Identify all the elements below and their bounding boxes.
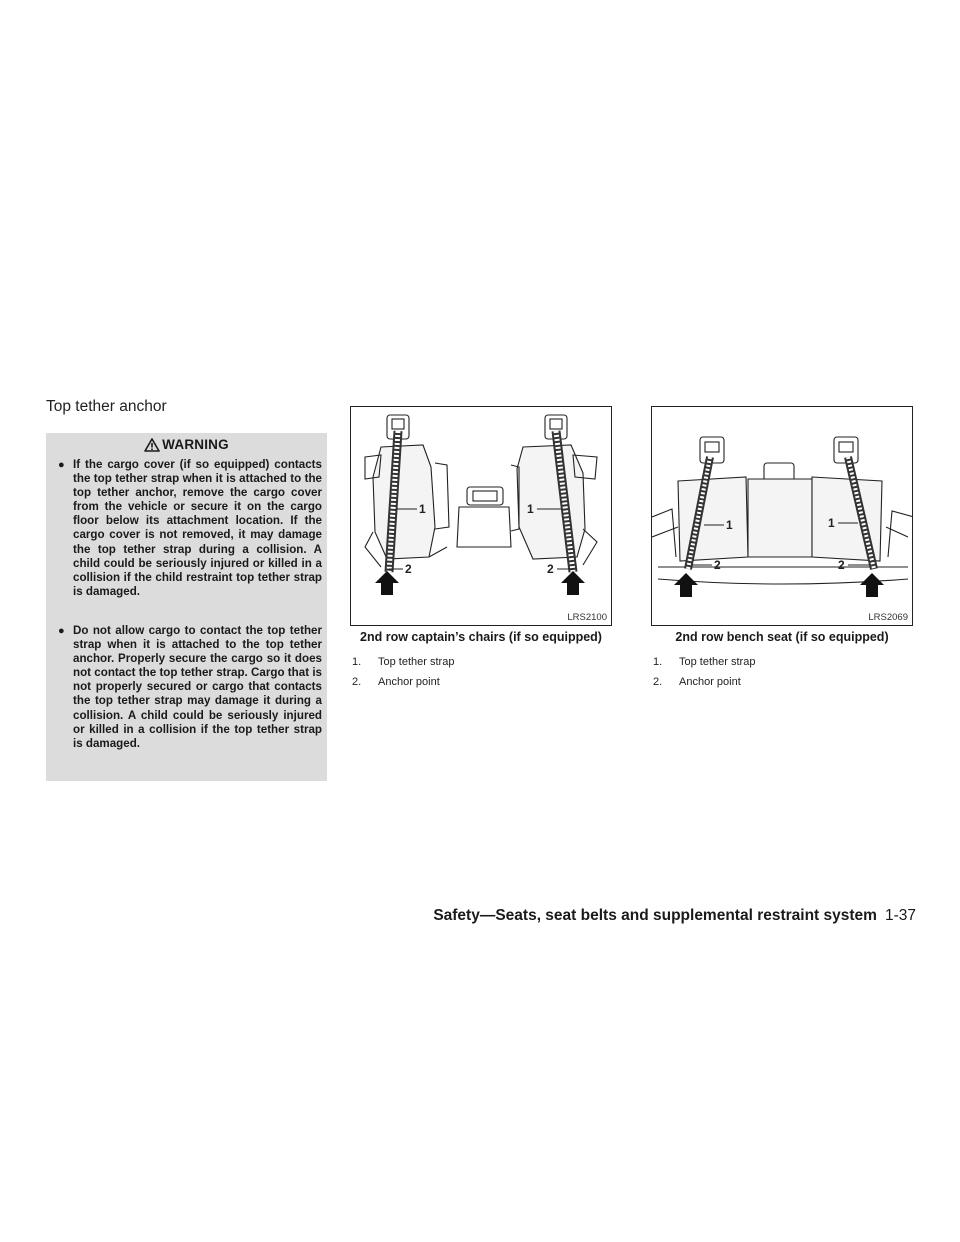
label-1-right: 1 — [828, 516, 835, 530]
warning-item-text: Do not allow cargo to contact the top tether strap when it is attached to the top tether anchor. Properly secure the cargo so it does not contact the top tether strap. Cargo that is not properly secured or cargo that contacts the top tether strap may damage it during a collision. A child could be seriously injured or killed in a collision if the top tether strap is damaged. — [73, 624, 322, 750]
legend-item: 2. Anchor point — [352, 676, 440, 688]
arrow-icon — [375, 571, 399, 595]
legend-item: 1. Top tether strap — [653, 656, 756, 668]
chapter-title: Safety—Seats, seat belts and supplemental restraint system — [433, 907, 877, 924]
figure-bench-seat — [651, 406, 913, 626]
warning-item — [58, 624, 322, 751]
figure-code: LRS2100 — [567, 612, 607, 623]
warning-header — [46, 437, 327, 452]
label-2-right: 2 — [547, 562, 554, 576]
label-2-right: 2 — [838, 558, 845, 572]
label-1-right: 1 — [527, 502, 534, 516]
label-2-left: 2 — [714, 558, 721, 572]
bench-seat-illustration — [652, 407, 913, 626]
arrow-icon — [860, 573, 884, 597]
warning-box — [46, 433, 327, 781]
warning-item — [58, 458, 322, 599]
figure-code: LRS2069 — [868, 612, 908, 623]
label-2-left: 2 — [405, 562, 412, 576]
figure-caption: 2nd row captain’s chairs (if so equipped) — [360, 630, 602, 644]
bullet: ● — [58, 459, 65, 471]
label-1-left: 1 — [726, 518, 733, 532]
label-1-left: 1 — [419, 502, 426, 516]
figure-captains-chairs — [350, 406, 612, 626]
legend-item: 1. Top tether strap — [352, 656, 455, 668]
figure-caption: 2nd row bench seat (if so equipped) — [675, 630, 889, 644]
warning-item-text: If the cargo cover (if so equipped) contacts the top tether strap when it is attached to the top tether anchor, remove the cargo cover from the vehicle or secure it on the cargo floor below its attachment location. If the cargo cover is not removed, it may damage the top tether strap during a collision. A child could be seriously injured or killed in a collision if the child restraint top tether strap is damaged. — [73, 458, 322, 598]
warning-triangle-icon — [144, 438, 160, 452]
captains-chairs-illustration — [351, 407, 612, 626]
page-footer — [433, 907, 916, 925]
arrow-icon — [561, 571, 585, 595]
section-title: Top tether anchor — [46, 398, 167, 415]
page-number: 1-37 — [884, 907, 916, 924]
bullet: ● — [58, 625, 65, 637]
arrow-icon — [674, 573, 698, 597]
warning-heading: WARNING — [162, 437, 229, 452]
legend-item: 2. Anchor point — [653, 676, 741, 688]
